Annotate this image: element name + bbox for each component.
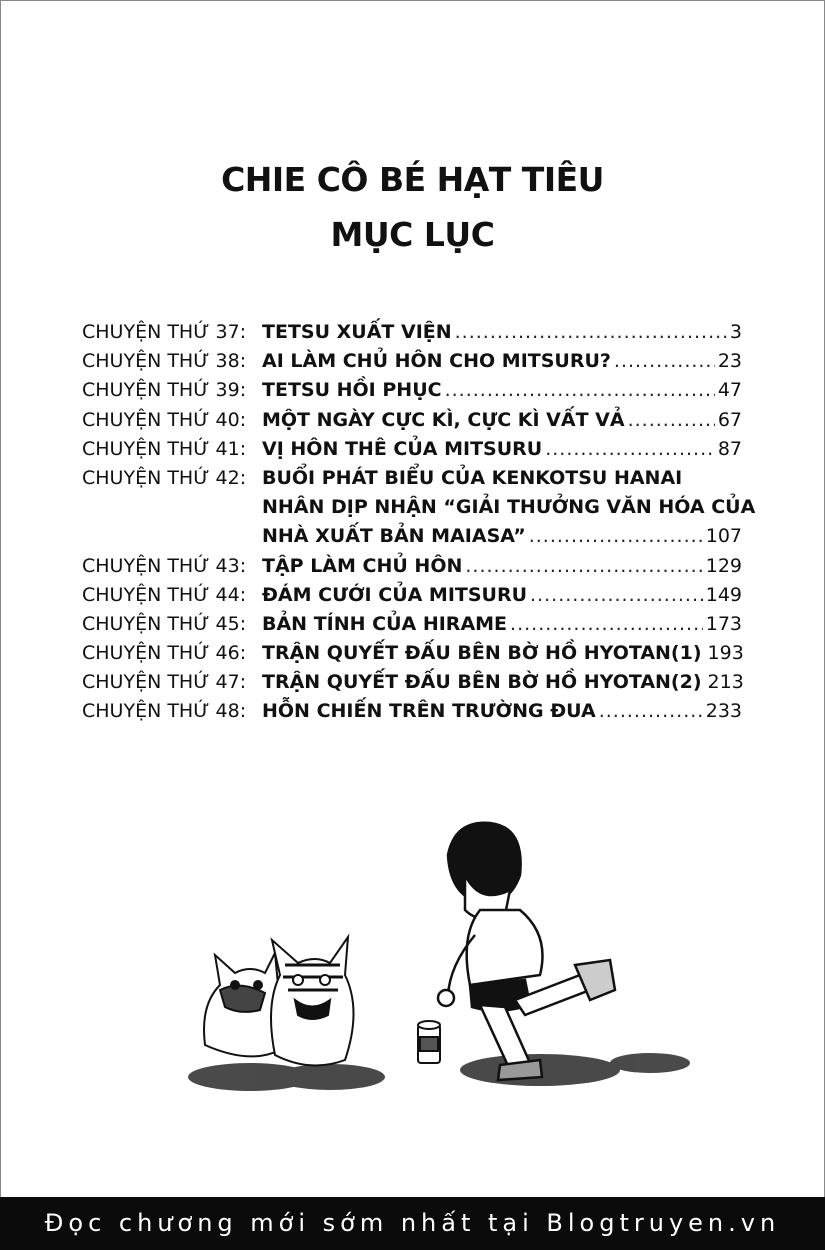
table-of-contents xyxy=(82,318,756,727)
page-number: 193 xyxy=(707,642,744,665)
page-number: 87 xyxy=(717,437,742,460)
page-number: 173 xyxy=(705,612,742,635)
page-number: 23 xyxy=(717,350,742,373)
chapter-title-line: NHÀ XUẤT BẢN MAIASA” xyxy=(262,525,526,548)
chapter-label: CHUYỆN THỨ 48: xyxy=(82,700,247,723)
dot-leader xyxy=(510,610,703,639)
chapter-label: CHUYỆN THỨ 39: xyxy=(82,379,247,402)
dot-leader xyxy=(445,376,715,405)
toc-entry-42[interactable] xyxy=(82,464,756,552)
dot-leader xyxy=(599,697,703,726)
cat-right xyxy=(271,937,354,1065)
page-number: 129 xyxy=(705,554,742,577)
footer-banner[interactable]: Đọc chương mới sớm nhất tại Blogtruyen.vn xyxy=(0,1197,825,1250)
chapter-title: HỖN CHIẾN TRÊN TRƯỜNG ĐUA xyxy=(262,700,596,723)
chapter-title-line: BUỔI PHÁT BIỂU CỦA KENKOTSU HANAI xyxy=(262,466,683,489)
page-number: 67 xyxy=(717,408,742,431)
chapter-title: TETSU XUẤT VIỆN xyxy=(262,321,452,343)
chapter-label: CHUYỆN THỨ 41: xyxy=(82,437,247,460)
toc-entry-44[interactable] xyxy=(82,581,742,610)
tin-can xyxy=(418,1021,440,1063)
girl-figure xyxy=(438,823,615,1080)
chapter-label: CHUYỆN THỨ 44: xyxy=(82,583,247,606)
toc-entry-38[interactable] xyxy=(82,347,742,376)
toc-entry-45[interactable] xyxy=(82,610,742,639)
chapter-label: CHUYỆN THỨ 45: xyxy=(82,612,247,635)
chapter-title: MỘT NGÀY CỰC KÌ, CỰC KÌ VẤT VẢ xyxy=(262,408,625,431)
dot-leader xyxy=(465,552,702,581)
chapter-title: ĐÁM CƯỚI CỦA MITSURU xyxy=(262,583,528,606)
toc-entry-48[interactable] xyxy=(82,697,742,726)
chapter-label: CHUYỆN THỨ 37: xyxy=(82,321,247,343)
chapter-title: AI LÀM CHỦ HÔN CHO MITSURU? xyxy=(262,350,611,373)
page-number: 107 xyxy=(705,525,742,548)
dot-leader xyxy=(455,318,727,347)
chapter-label: CHUYỆN THỨ 43: xyxy=(82,554,247,577)
page-number: 233 xyxy=(705,700,742,723)
page-number: 149 xyxy=(705,583,742,606)
chapter-label: CHUYỆN THỨ 40: xyxy=(82,408,247,431)
chapter-label: CHUYỆN THỨ 47: xyxy=(82,671,247,694)
dot-leader xyxy=(628,406,715,435)
toc-entry-41[interactable] xyxy=(82,435,742,464)
page-number: 47 xyxy=(717,379,742,402)
page-number: 3 xyxy=(729,321,742,343)
toc-heading: MỤC LỤC xyxy=(330,215,495,254)
chapter-title: TETSU HỒI PHỤC xyxy=(262,379,442,402)
chapter-title: TẬP LÀM CHỦ HÔN xyxy=(262,554,463,577)
toc-entry-40[interactable] xyxy=(82,406,742,435)
toc-entry-46[interactable] xyxy=(82,639,742,668)
toc-entry-47[interactable] xyxy=(82,668,742,697)
chapter-title: VỊ HÔN THÊ CỦA MITSURU xyxy=(262,437,543,460)
dot-leader xyxy=(530,581,703,610)
dot-leader xyxy=(614,347,715,376)
dot-leader xyxy=(545,435,715,464)
toc-entry-43[interactable] xyxy=(82,552,742,581)
chapter-label: CHUYỆN THỨ 46: xyxy=(82,642,247,665)
chapter-title-line: NHÂN DỊP NHẬN “GIẢI THƯỞNG VĂN HÓA CỦA xyxy=(262,496,756,519)
manga-illustration xyxy=(180,815,700,1105)
chapter-title: TRẬN QUYẾT ĐẤU BÊN BỜ HỒ HYOTAN(1) xyxy=(262,642,702,665)
chapter-title: BẢN TÍNH CỦA HIRAME xyxy=(262,612,508,635)
dot-leader xyxy=(529,522,703,551)
chapter-label: CHUYỆN THỨ 42: xyxy=(82,466,247,489)
book-title: CHIE CÔ BÉ HẠT TIÊU xyxy=(221,160,604,199)
chapter-title: TRẬN QUYẾT ĐẤU BÊN BỜ HỒ HYOTAN(2) xyxy=(262,671,702,694)
page-number: 213 xyxy=(707,671,744,694)
toc-entry-39[interactable] xyxy=(82,376,742,405)
toc-entry-37[interactable] xyxy=(82,318,742,347)
chapter-label: CHUYỆN THỨ 38: xyxy=(82,350,247,373)
